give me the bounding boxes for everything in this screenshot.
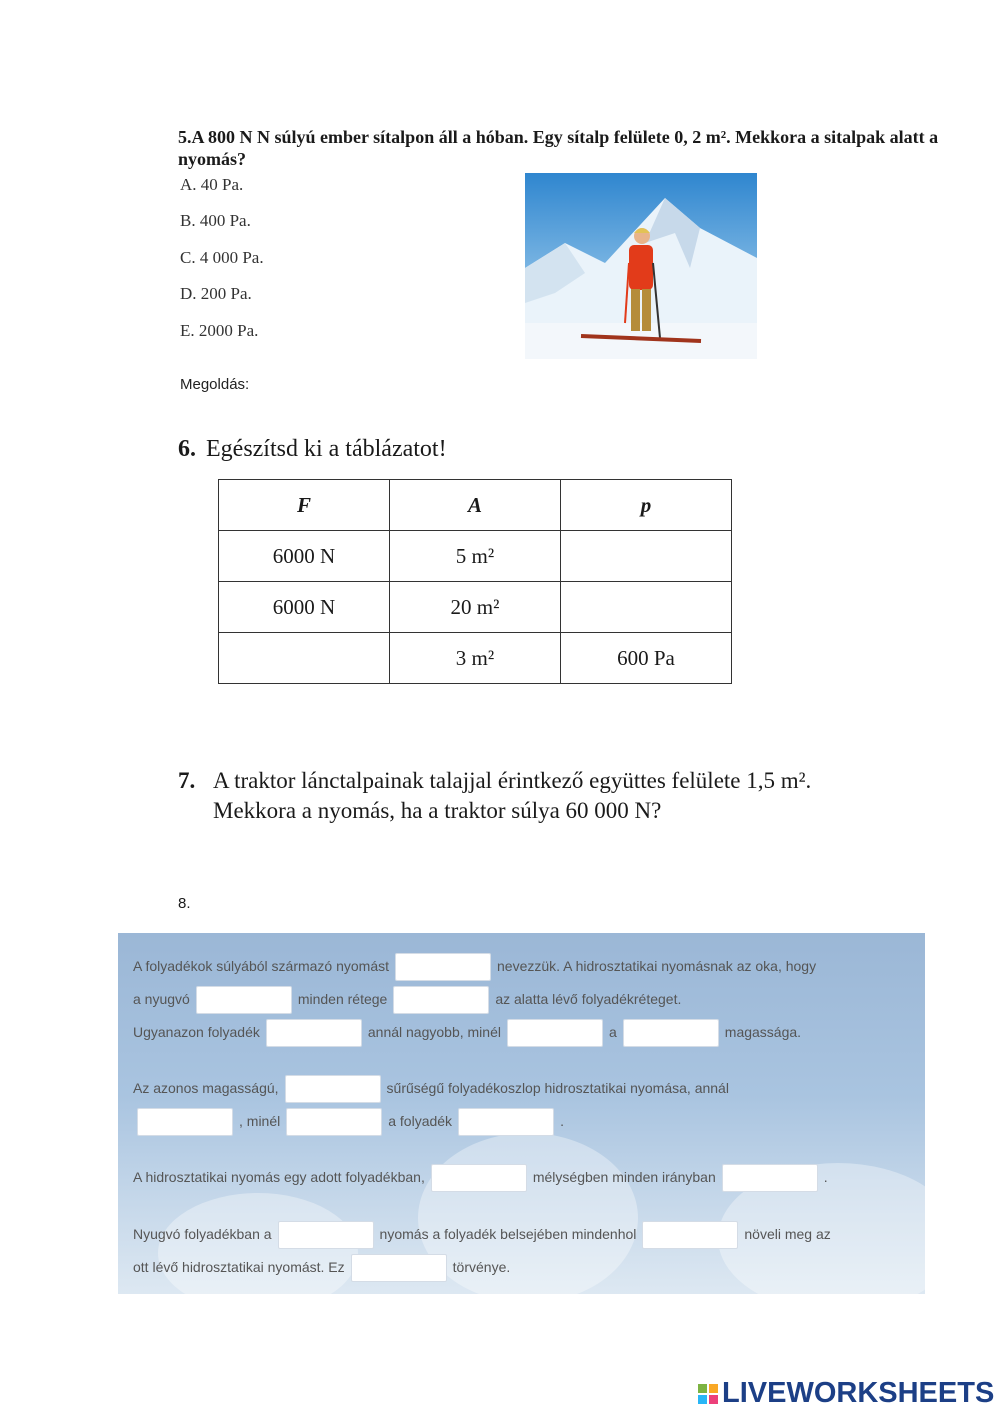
table-cell xyxy=(561,531,732,582)
pressure-table xyxy=(218,479,732,684)
question-6-number: 6. xyxy=(178,436,196,462)
cloze-line xyxy=(133,984,681,1014)
answer-blank[interactable] xyxy=(642,1221,738,1249)
option-b: B. 400 Pa. xyxy=(180,211,251,230)
cloze-text: Nyugvó folyadékban a xyxy=(133,1226,272,1242)
cloze-text: Az azonos magasságú, xyxy=(133,1080,279,1096)
cloze-line xyxy=(133,1017,801,1047)
cloze-text: mélységben minden irányban xyxy=(532,1169,716,1185)
option-e: E. 2000 Pa. xyxy=(180,321,259,340)
cloze-line xyxy=(133,1252,510,1282)
question-7-line-2: Mekkora a nyomás, ha a traktor súlya 60 000 N? xyxy=(213,798,662,823)
answer-blank[interactable] xyxy=(393,986,489,1014)
option-c: C. 4 000 Pa. xyxy=(180,248,264,267)
answer-blank[interactable] xyxy=(722,1164,818,1192)
cloze-text: minden rétege xyxy=(297,991,388,1007)
cloze-text: annál nagyobb, minél xyxy=(367,1024,501,1040)
table-header-cell: A xyxy=(390,480,561,531)
cloze-text: a xyxy=(608,1024,617,1040)
answer-blank[interactable] xyxy=(623,1019,719,1047)
cloze-text: nyomás a folyadék belsejében mindenhol xyxy=(379,1226,637,1242)
question-6-title xyxy=(178,436,447,463)
answer-blank[interactable] xyxy=(395,953,491,981)
table-cell: 600 Pa xyxy=(561,633,732,684)
answer-blank[interactable] xyxy=(137,1108,233,1136)
cloze-text: a folyadék xyxy=(388,1113,453,1129)
cloze-text: az alatta lévő folyadékréteget. xyxy=(495,991,682,1007)
cloze-text: magassága. xyxy=(724,1024,802,1040)
answer-blank[interactable] xyxy=(266,1019,362,1047)
table-cell xyxy=(561,582,732,633)
answer-blank[interactable] xyxy=(351,1254,447,1282)
table-cell xyxy=(219,633,390,684)
cloze-line xyxy=(133,1073,729,1103)
answer-blank[interactable] xyxy=(507,1019,603,1047)
table-cell: 6000 N xyxy=(219,531,390,582)
question-7 xyxy=(178,766,811,826)
cloze-text: . xyxy=(823,1169,828,1185)
cloze-exercise-panel xyxy=(118,933,925,1294)
table-cell: 6000 N xyxy=(219,582,390,633)
table-row xyxy=(219,633,732,684)
table-header-cell: p xyxy=(561,480,732,531)
cloze-text: törvénye. xyxy=(452,1259,511,1275)
question-7-line-1: A traktor lánctalpainak talajjal érintkező együttes felülete 1,5 m². xyxy=(213,768,812,793)
cloze-text: . xyxy=(560,1113,564,1129)
cloze-line xyxy=(133,1219,831,1249)
table-header-cell: F xyxy=(219,480,390,531)
cloze-line xyxy=(131,1106,564,1136)
table-cell: 5 m² xyxy=(390,531,561,582)
cloze-line xyxy=(133,951,816,981)
option-d: D. 200 Pa. xyxy=(180,284,252,303)
liveworksheets-logo[interactable] xyxy=(698,1377,994,1410)
cloze-text: a nyugvó xyxy=(133,991,190,1007)
table-cell: 20 m² xyxy=(390,582,561,633)
option-a: A. 40 Pa. xyxy=(180,175,244,194)
logo-mark-icon xyxy=(698,1384,718,1404)
answer-blank[interactable] xyxy=(431,1164,527,1192)
cloze-text: nevezzük. A hidrosztatikai nyomásnak az oka, hogy xyxy=(497,958,817,974)
table-header-row xyxy=(219,480,732,531)
question-8-number: 8. xyxy=(178,895,191,912)
cloze-text: A folyadékok súlyából származó nyomást xyxy=(133,958,390,974)
table-row xyxy=(219,531,732,582)
table-row xyxy=(219,582,732,633)
question-7-number: 7. xyxy=(178,768,196,793)
question-6-text: Egészítsd ki a táblázatot! xyxy=(206,436,447,462)
question-5-text: 5.A 800 N N súlyú ember sítalpon áll a hóban. Egy sítalp felülete 0, 2 m². Mekkora a sitalpak alatt a nyomás? xyxy=(178,127,939,169)
answer-blank[interactable] xyxy=(196,986,292,1014)
cloze-line xyxy=(133,1162,828,1192)
cloze-text: Ugyanazon folyadék xyxy=(133,1024,260,1040)
skier-illustration xyxy=(525,173,757,359)
solution-label: Megoldás: xyxy=(180,376,250,393)
answer-blank[interactable] xyxy=(458,1108,554,1136)
table-cell: 3 m² xyxy=(390,633,561,684)
cloze-text: A hidrosztatikai nyomás egy adott folyadékban, xyxy=(133,1169,425,1185)
logo-text: LIVEWORKSHEETS xyxy=(722,1377,995,1409)
answer-blank[interactable] xyxy=(278,1221,374,1249)
cloze-text: , minél xyxy=(239,1113,281,1129)
answer-blank[interactable] xyxy=(286,1108,382,1136)
cloze-text: növeli meg az xyxy=(744,1226,831,1242)
cloze-text: sűrűségű folyadékoszlop hidrosztatikai nyomása, annál xyxy=(386,1080,729,1096)
cloze-text: ott lévő hidrosztatikai nyomást. Ez xyxy=(133,1259,345,1275)
answer-blank[interactable] xyxy=(285,1075,381,1103)
